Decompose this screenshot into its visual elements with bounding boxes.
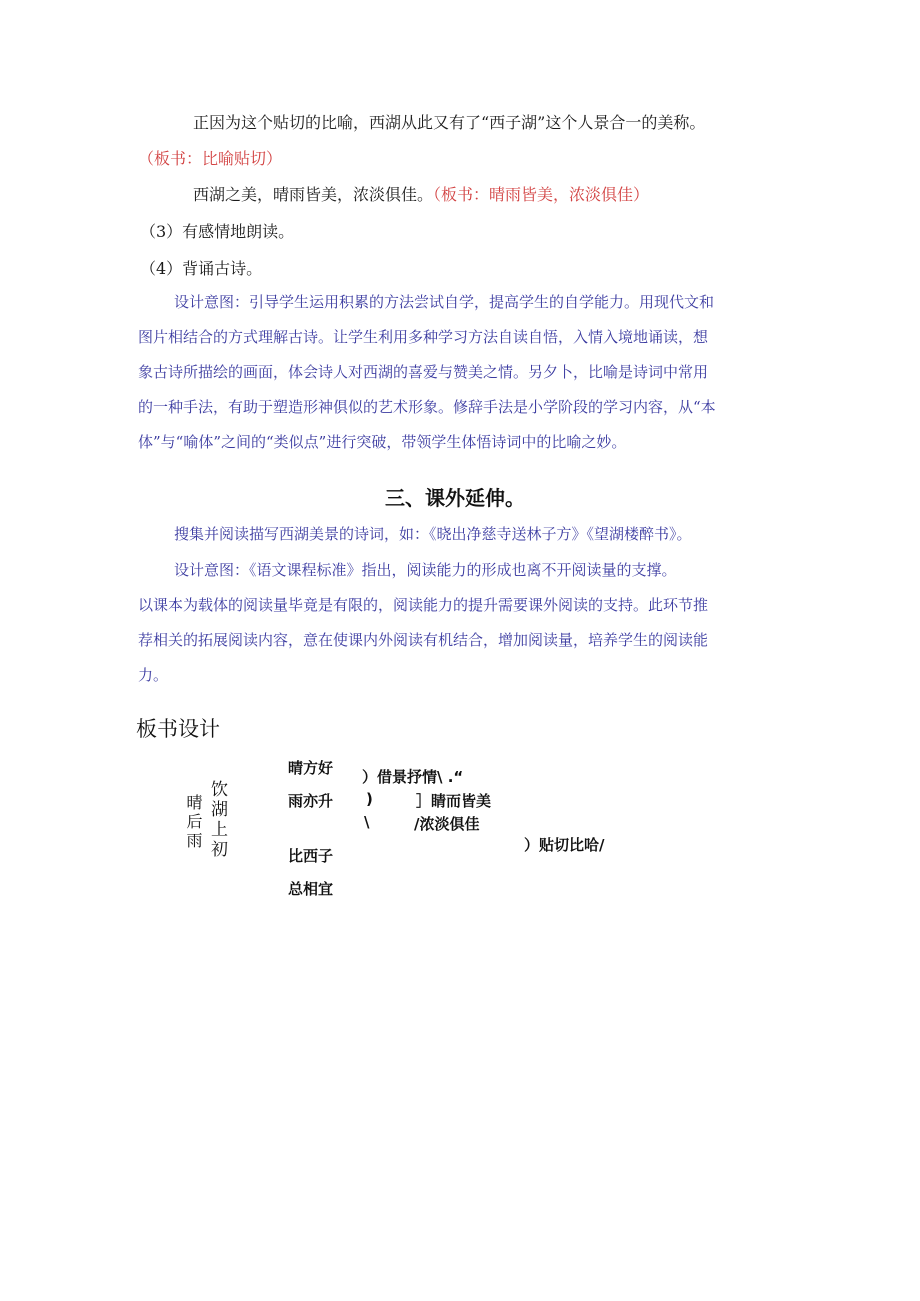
board-note-beauty: （板书：晴雨皆美，浓淡俱佳） [433,185,650,204]
paragraph-west-lake-beauty [193,182,649,205]
board-note-metaphor: （板书：比喻贴切） [138,149,283,168]
paragraph-metaphor: 正因为这个贴切的比喻，西湖从此又有了“西子湖”这个人景合一的美称。 [193,113,706,132]
board-bracket-text: /浓淡俱佳 [414,815,480,833]
board-bracket-text: ) [366,790,373,808]
board-vertical-title-right: 饮湖上初 [207,780,227,860]
design-intent-1-line: 象古诗所描绘的画面，体会诗人对西湖的喜爱与赞美之情。另夕卜，比喻是诗词中常用 [138,363,709,381]
design-intent-1-line: 图片相结合的方式理解古诗。让学生利用多种学习方法自读自悟，入情入境地诵读，想 [138,328,709,346]
paragraph-text: 西湖之美，晴雨皆美，浓淡俱佳。 [193,185,434,204]
board-poem-line: 总相宜 [288,880,334,898]
board-poem-line: 晴方好 [288,759,334,777]
design-intent-1-line: 设计意图：引导学生运用积累的方法尝试自学，提高学生的自学能力。用现代文和 [174,293,715,311]
section-3-heading: 三、课外延伸。 [385,486,525,510]
board-poem-line: 比西子 [288,847,334,865]
board-vertical-title-left: 晴后雨 [184,794,203,851]
design-intent-2-line: 力。 [138,666,169,684]
design-intent-1-line: 体”与“喻体”之间的“类似点”进行突破，带领学生体悟诗词中的比喻之妙。 [138,433,627,451]
board-bracket-text: ）贴切比哈/ [524,836,605,854]
board-design-title: 板书设计 [136,717,220,741]
design-intent-2-line: 设计意图：《语文课程标准》指出，阅读能力的形成也离不开阅读量的支撑。 [174,561,677,579]
design-intent-1-line: 的一种手法，有助于塑造形神俱似的艺术形象。修辞手法是小学阶段的学习内容，从“本 [138,398,716,416]
design-intent-2-line: 荐相关的拓展阅读内容，意在使课内外阅读有机结合，增加阅读量，培养学生的阅读能 [138,631,709,649]
section-3-text: 搜集并阅读描写西湖美景的诗词，如：《晓出净慈寺送林子方》《望湖楼醉书》。 [174,525,692,543]
design-intent-2-line: 以课本为载体的阅读量毕竟是有限的，阅读能力的提升需要课外阅读的支持。此环节推 [138,596,709,614]
board-bracket-text: ］睛而皆美 [416,792,492,810]
step-3-read-aloud: （3）有感情地朗读。 [140,222,295,241]
board-poem-line: 雨亦升 [288,792,334,810]
step-4-recite: （4）背诵古诗。 [140,259,263,278]
board-bracket-text: \ [364,813,370,831]
board-bracket-text: ）借景抒情\ .“ [362,768,464,786]
